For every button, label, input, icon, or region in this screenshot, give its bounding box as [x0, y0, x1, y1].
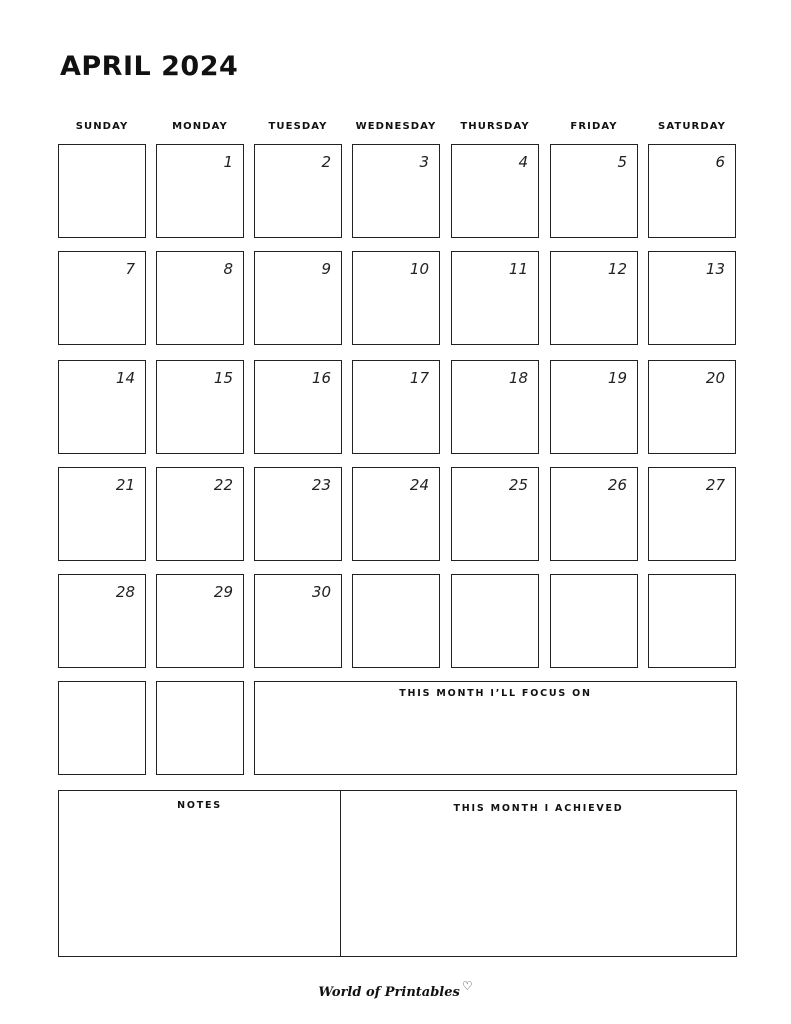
day-cell-friday[interactable]	[550, 574, 638, 668]
notes-heading: NOTES	[177, 800, 222, 811]
day-number: 1	[223, 153, 233, 171]
day-cell-saturday[interactable]	[648, 251, 736, 345]
heart-icon: ♡	[461, 979, 473, 993]
day-number: 18	[508, 369, 528, 387]
day-cell-saturday[interactable]	[648, 144, 736, 238]
weekday-header-row	[58, 121, 737, 137]
weekday-label-monday: MONDAY	[172, 121, 228, 132]
day-cell-wednesday[interactable]	[352, 144, 440, 238]
day-number: 29	[213, 583, 233, 601]
day-number: 7	[125, 260, 135, 278]
day-number: 23	[311, 476, 331, 494]
day-number: 11	[508, 260, 528, 278]
extra-cell[interactable]	[58, 681, 146, 775]
day-cell-thursday[interactable]	[451, 144, 539, 238]
day-cell-monday[interactable]	[156, 251, 244, 345]
day-number: 17	[409, 369, 429, 387]
weekday-label-friday: FRIDAY	[570, 121, 618, 132]
day-number: 8	[223, 260, 233, 278]
day-cell-thursday[interactable]	[451, 360, 539, 454]
day-number: 21	[115, 476, 135, 494]
day-number: 3	[419, 153, 429, 171]
day-cell-thursday[interactable]	[451, 467, 539, 561]
day-number: 6	[715, 153, 725, 171]
calendar-grid	[58, 144, 737, 669]
day-cell-sunday[interactable]	[58, 467, 146, 561]
day-cell-sunday[interactable]	[58, 360, 146, 454]
day-cell-tuesday[interactable]	[254, 360, 342, 454]
day-cell-thursday[interactable]	[451, 574, 539, 668]
notes-pane[interactable]	[59, 791, 341, 956]
day-cell-sunday[interactable]	[58, 574, 146, 668]
day-cell-friday[interactable]	[550, 251, 638, 345]
extra-cell[interactable]	[156, 681, 244, 775]
weekday-label-thursday: THURSDAY	[460, 121, 530, 132]
achieved-heading: THIS MONTH I ACHIEVED	[453, 803, 624, 814]
day-number: 14	[115, 369, 135, 387]
day-cell-wednesday[interactable]	[352, 467, 440, 561]
weekday-label-tuesday: TUESDAY	[268, 121, 328, 132]
day-number: 22	[213, 476, 233, 494]
day-cell-wednesday[interactable]	[352, 574, 440, 668]
day-cell-friday[interactable]	[550, 144, 638, 238]
day-number: 13	[705, 260, 725, 278]
day-number: 2	[321, 153, 331, 171]
day-number: 5	[617, 153, 627, 171]
day-number: 15	[213, 369, 233, 387]
day-number: 27	[705, 476, 725, 494]
footer-brand: World of Printables	[318, 985, 460, 1000]
footer-logo	[0, 979, 791, 1000]
day-cell-friday[interactable]	[550, 360, 638, 454]
achieved-pane[interactable]	[341, 791, 736, 956]
weekday-label-sunday: SUNDAY	[75, 121, 129, 132]
day-cell-wednesday[interactable]	[352, 360, 440, 454]
day-number: 30	[311, 583, 331, 601]
day-number: 20	[705, 369, 725, 387]
day-cell-monday[interactable]	[156, 144, 244, 238]
day-number: 24	[409, 476, 429, 494]
day-cell-saturday[interactable]	[648, 574, 736, 668]
day-cell-wednesday[interactable]	[352, 251, 440, 345]
weekday-label-wednesday: WEDNESDAY	[355, 121, 437, 132]
day-cell-tuesday[interactable]	[254, 574, 342, 668]
day-number: 16	[311, 369, 331, 387]
focus-heading: THIS MONTH I’LL FOCUS ON	[399, 688, 592, 699]
day-cell-friday[interactable]	[550, 467, 638, 561]
day-cell-thursday[interactable]	[451, 251, 539, 345]
day-cell-tuesday[interactable]	[254, 144, 342, 238]
day-number: 9	[321, 260, 331, 278]
focus-box[interactable]	[254, 681, 737, 775]
day-cell-saturday[interactable]	[648, 360, 736, 454]
day-number: 19	[607, 369, 627, 387]
day-cell-sunday[interactable]	[58, 144, 146, 238]
weekday-label-saturday: SATURDAY	[658, 121, 726, 132]
extra-row	[58, 681, 737, 775]
day-number: 25	[508, 476, 528, 494]
day-cell-saturday[interactable]	[648, 467, 736, 561]
notes-achieved-box	[58, 790, 737, 957]
day-cell-monday[interactable]	[156, 467, 244, 561]
page-title: APRIL 2024	[60, 51, 239, 82]
day-number: 4	[518, 153, 528, 171]
day-number: 28	[115, 583, 135, 601]
day-number: 10	[409, 260, 429, 278]
day-cell-monday[interactable]	[156, 574, 244, 668]
day-number: 12	[607, 260, 627, 278]
day-cell-tuesday[interactable]	[254, 251, 342, 345]
day-cell-monday[interactable]	[156, 360, 244, 454]
day-number: 26	[607, 476, 627, 494]
day-cell-sunday[interactable]	[58, 251, 146, 345]
day-cell-tuesday[interactable]	[254, 467, 342, 561]
